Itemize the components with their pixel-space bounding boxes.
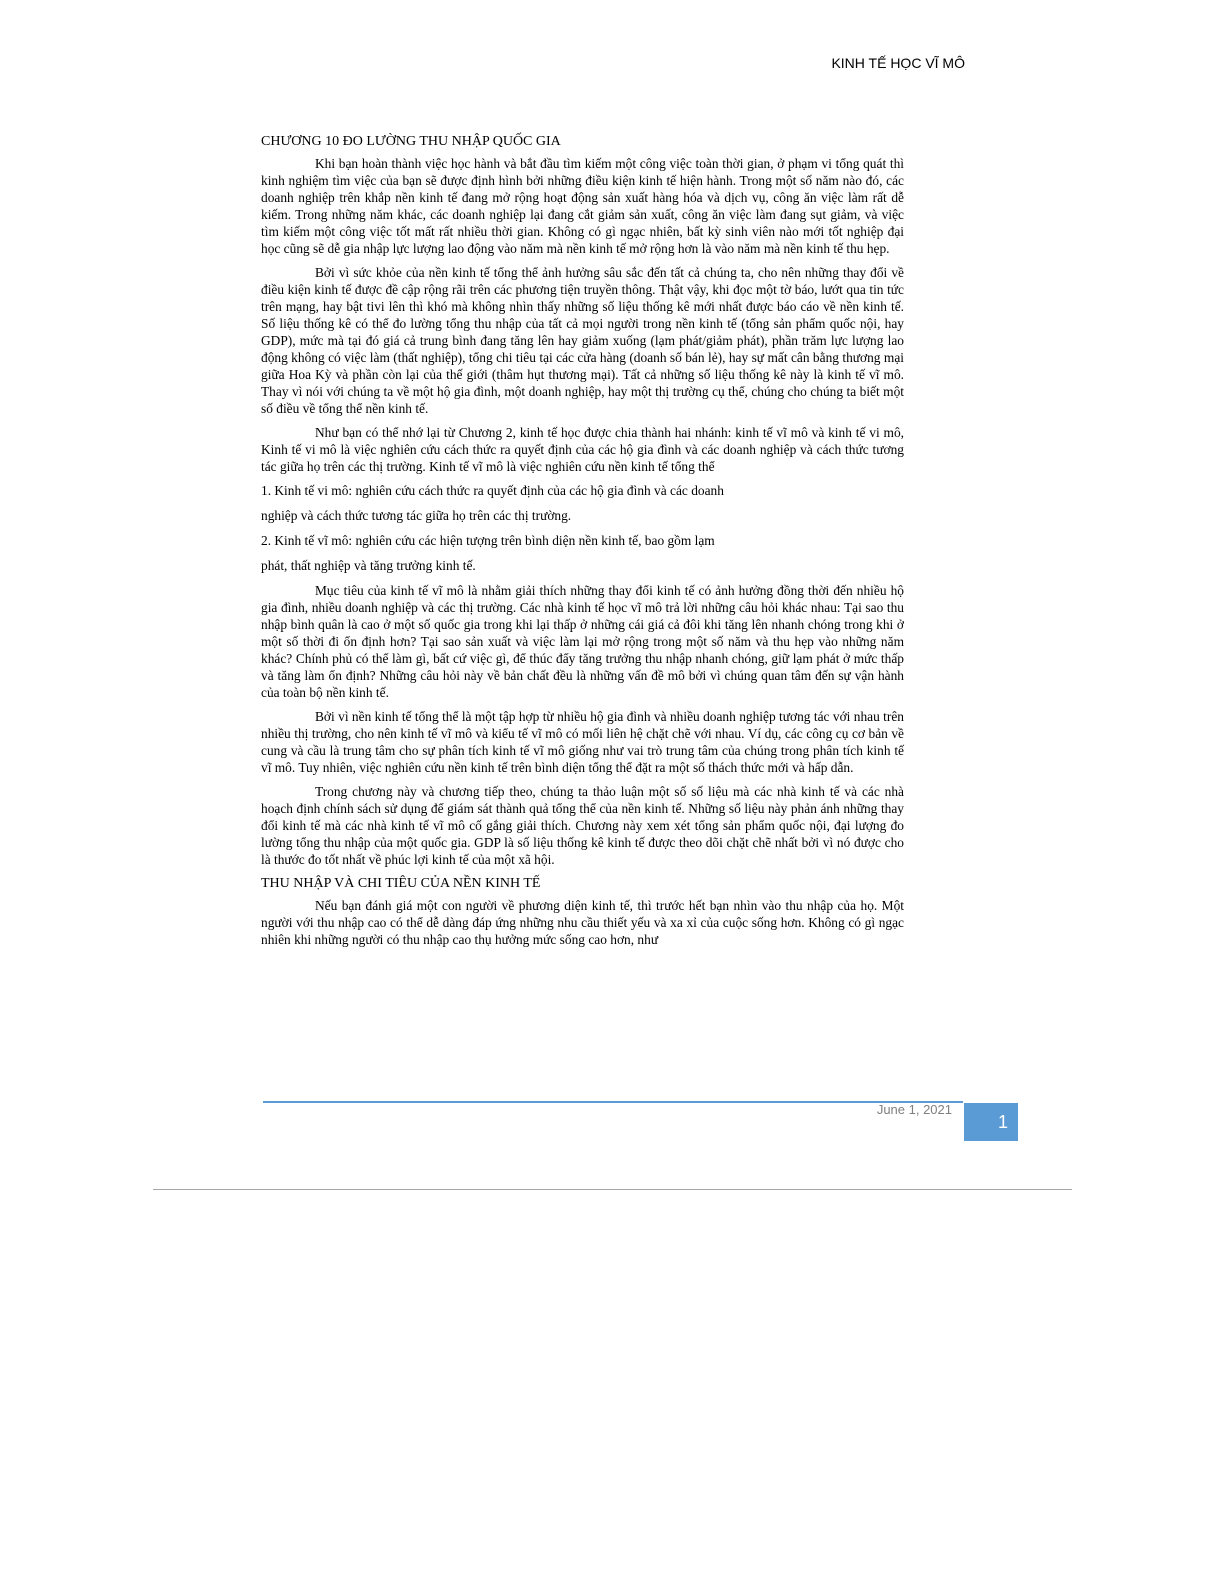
list-item: phát, thất nghiệp và tăng trưởng kinh tế.: [261, 558, 476, 573]
list-item: 2. Kinh tế vĩ mô: nghiên cứu các hiện tượng trên bình diện nền kinh tế, bao gồm lạm: [261, 533, 715, 548]
chapter-title: CHƯƠNG 10 ĐO LƯỜNG THU NHẬP QUỐC GIA: [261, 134, 561, 149]
paragraph: Trong chương này và chương tiếp theo, chúng ta thảo luận một số số liệu mà các nhà kinh tế và các nhà hoạch định chính sách sử dụng để giám sát thành quả tổng thể của nền kinh tế. Những số liệu này phản ánh những thay đổi kinh tế mà các nhà kinh tế vĩ mô cố gắng giải thích. Chương này xem xét tổng sản phẩm quốc nội, đại lượng đo lường tổng thu nhập của một quốc gia. GDP là số liệu thống kê kinh tế được theo dõi chặt chẽ nhất bởi vì nó được cho là thước đo tốt nhất về phúc lợi kinh tế của một xã hội.: [261, 784, 904, 867]
page-number: 1: [964, 1103, 1018, 1141]
list-item: nghiệp và cách thức tương tác giữa họ trên các thị trường.: [261, 508, 572, 523]
paragraph: Bởi vì nền kinh tế tổng thể là một tập hợp từ nhiều hộ gia đình và nhiều doanh nghiệp tương tác với nhau trên nhiều thị trường, cho nên kinh tế vĩ mô và kiểu tế vĩ mô có mối liên hệ chặt chẽ với nhau. Ví dụ, các công cụ cơ bản về cung và cầu là trung tâm cho sự phân tích kinh tế vĩ mô giống như vai trò trung tâm của chúng trong phân tích kinh tế vĩ mô. Tuy nhiên, việc nghiên cứu nền kinh tế trên bình diện tổng thể đặt ra một số thách thức mới và hấp dẫn.: [261, 709, 904, 775]
page-separator: [153, 1189, 1072, 1190]
paragraph: Khi bạn hoàn thành việc học hành và bắt đầu tìm kiếm một công việc toàn thời gian, ở phạm vi tổng quát thì kinh nghiệm tìm việc của bạn sẽ được định hình bởi những điều kiện kinh tế hiện hành. Trong một số năm nào đó, các doanh nghiệp trên khắp nền kinh tế đang mở rộng hoạt động sản xuất hàng hóa và dịch vụ, công ăn việc làm rất dễ kiếm. Trong những năm khác, các doanh nghiệp lại đang cắt giảm sản xuất, công ăn việc làm đang sụt giảm, và việc tìm kiếm một công việc tốt mất rất nhiều thời gian. Không có gì ngạc nhiên, bất kỳ sinh viên nào mới tốt nghiệp đại học cũng sẽ dễ gia nhập lực lượng lao động vào năm mà nền kinh tế mở rộng hơn là vào năm mà nền kinh tế thu hẹp.: [261, 156, 904, 256]
document-body: [261, 133, 904, 955]
paragraph: Nếu bạn đánh giá một con người về phương diện kinh tế, thì trước hết bạn nhìn vào thu nhập của họ. Một người với thu nhập cao có thể dễ dàng đáp ứng những nhu cầu thiết yếu và xa xỉ của cuộc sống hơn. Không có gì ngạc nhiên khi những người có thu nhập cao thụ hưởng mức sống cao hơn, như: [261, 898, 904, 947]
header-title: KINH TẾ HỌC VĨ MÔ: [831, 55, 965, 71]
paragraph: Như bạn có thể nhớ lại từ Chương 2, kinh tế học được chia thành hai nhánh: kinh tế vĩ mô và kinh tế vi mô, Kinh tế vi mô là việc nghiên cứu cách thức ra quyết định của các hộ gia đình và các doanh nghiệp và cách thức tương tác giữa họ trên các thị trường. Kinh tế vĩ mô là việc nghiên cứu nền kinh tế tổng thể: [261, 425, 904, 474]
list-item: 1. Kinh tế vi mô: nghiên cứu cách thức ra quyết định của các hộ gia đình và các doanh: [261, 483, 724, 498]
footer-date: June 1, 2021: [876, 1102, 952, 1117]
paragraph: Bởi vì sức khỏe của nền kinh tế tổng thể ảnh hưởng sâu sắc đến tất cả chúng ta, cho nên những thay đổi về điều kiện kinh tế được đề cập rộng rãi trên các phương tiện truyền thông. Thật vậy, khi đọc một tờ báo, lướt qua tin tức trên mạng, hay bật tivi lên thì khó mà không nhìn thấy những số liệu thống kê mới nhất được báo cáo về nền kinh tế. Số liệu thống kê có thể đo lường tổng thu nhập của tất cả mọi người trong nền kinh tế (tổng sản phẩm quốc nội, hay GDP), mức mà tại đó giá cả trung bình đang tăng lên hay giảm xuống (lạm phát/giảm phát), phần trăm lực lượng lao động không có việc làm (thất nghiệp), tổng chi tiêu tại các cửa hàng (doanh số bán lẻ), hay sự mất cân bằng thương mại giữa Hoa Kỳ và phần còn lại của thế giới (thâm hụt thương mại). Tất cả những số liệu thống kê này là kinh tế vĩ mô. Thay vì nói với chúng ta về một hộ gia đình, một doanh nghiệp, hay một thị trường cụ thể, chúng cho chúng ta biết một số điều về tổng thể nền kinh tế.: [261, 265, 904, 416]
paragraph: Mục tiêu của kinh tế vĩ mô là nhằm giải thích những thay đổi kinh tế có ảnh hưởng đồng thời đến nhiều hộ gia đình, nhiều doanh nghiệp và các thị trường. Các nhà kinh tế học vĩ mô trả lời những câu hỏi khác nhau: Tại sao thu nhập bình quân là cao ở một số quốc gia trong khi lại thấp ở những cái giá cả đôi khi tăng lên nhanh chóng trong khi ở một số thời đi ổn định hơn? Tại sao sản xuất và việc làm lại mở rộng trong một số năm và thu hẹp vào những năm khác? Chính phủ có thể làm gì, bất cứ việc gì, để thúc đẩy tăng trưởng thu nhập nhanh chóng, giữ lạm phát ở mức thấp và tăng làm ổn định? Những câu hỏi này về bản chất đều là những vấn đề mô bởi vì chúng quan tâm đến sự vận hành của toàn bộ nền kinh tế.: [261, 583, 904, 700]
section-title: THU NHẬP VÀ CHI TIÊU CỦA NỀN KINH TẾ: [261, 876, 541, 891]
